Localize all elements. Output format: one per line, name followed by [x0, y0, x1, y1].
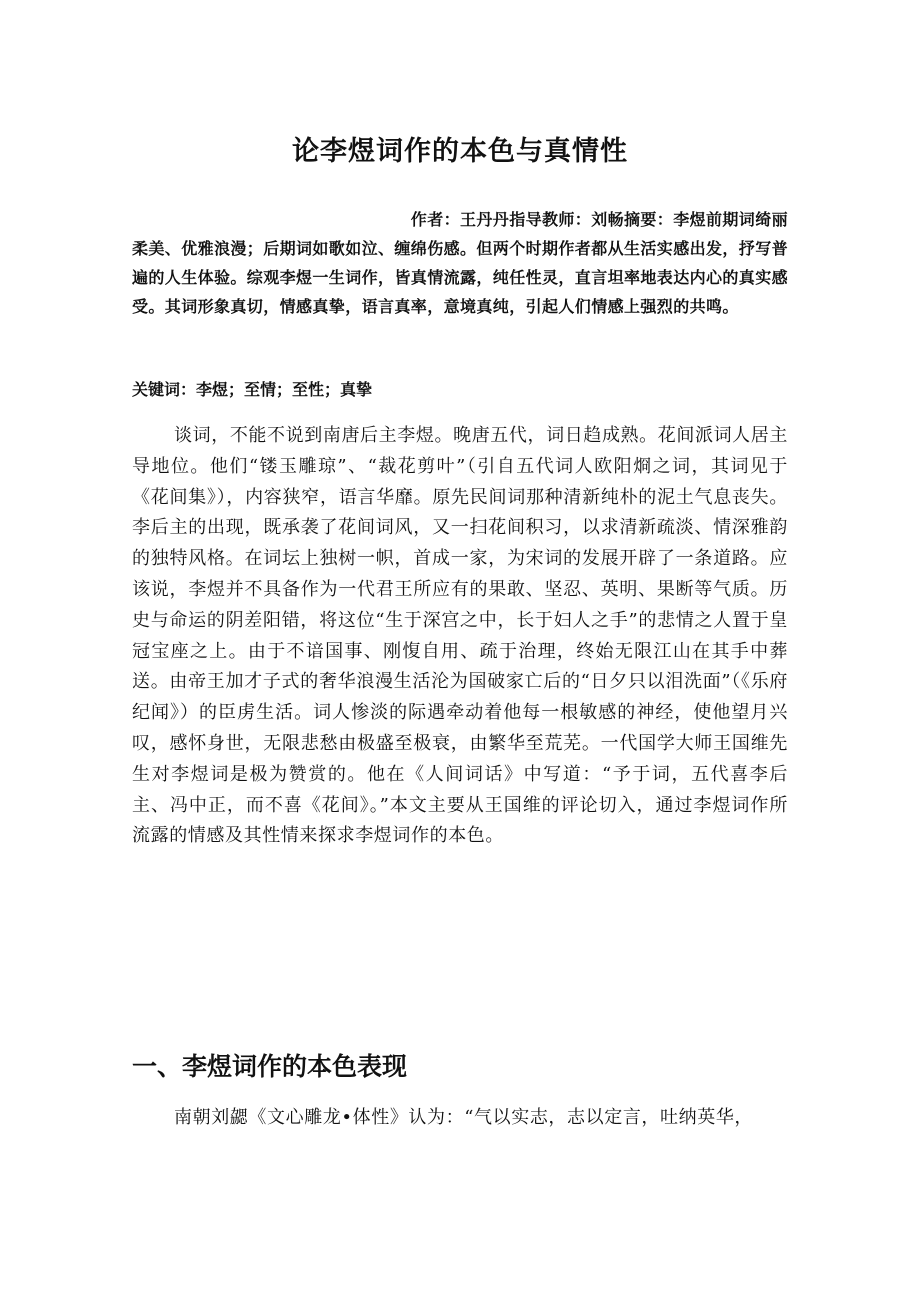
- abstract-text: 柔美、优雅浪漫；后期词如歌如泣、缠绵伤感。但两个时期作者都从生活实感出发，抒写普遍的人生体验。综观李煜一生词作，皆真情流露，纯任性灵，直言坦率地表达内心的真实感受。其词形象真切，情感真挚，语言真率，意境真纯，引起人们情感上强烈的共鸣。: [132, 239, 789, 316]
- abstract-block: [132, 205, 788, 321]
- keywords-line: 关键词：李煜；至情；至性；真挚: [132, 380, 373, 399]
- section-paragraph: 南朝刘勰《文心雕龙•体性》认为：“气以实志，志以定言，吐纳英华，: [174, 1107, 754, 1128]
- section-heading: 一、李煜词作的本色表现: [132, 1052, 408, 1081]
- document-title: 论李煜词作的本色与真情性: [292, 136, 628, 168]
- author-abstract-line: 作者：王丹丹指导教师：刘畅摘要：李煜前期词绮丽: [410, 210, 788, 229]
- intro-paragraph: 谈词，不能不说到南唐后主李煜。晚唐五代，词日趋成熟。花间派词人居主导地位。他们“镂玉雕琼”、“裁花剪叶”（引自五代词人欧阳烱之词，其词见于《花间集》），内容狭窄，语言华靡。原先民间词那种清新纯朴的泥土气息丧失。李后主的出现，既承袭了花间词风，又一扫花间积习，以求清新疏淡、情深雅韵的独特风格。在词坛上独树一帜，首成一家，为宋词的发展开辟了一条道路。应该说，李煜并不具备作为一代君王所应有的果敢、坚忍、英明、果断等气质。历史与命运的阴差阳错，将这位“生于深宫之中，长于妇人之手”的悲情之人置于皇冠宝座之上。由于不谙国事、刚愎自用、疏于治理，终始无限江山在其手中葬送。由帝王加才子式的奢华浪漫生活沦为国破家亡后的“日夕只以泪洗面”（《乐府纪闻》）的臣虏生活。词人惨淡的际遇牵动着他每一根敏感的神经，使他望月兴叹，感怀身世，无限悲愁由极盛至极衰，由繁华至荒芜。一代国学大师王国维先生对李煜词是极为赞赏的。他在《人间词话》中写道：“予于词，五代喜李后主、冯中正，而不喜《花间》。”本文主要从王国维的评论切入，通过李煜词作所流露的情感及其性情来探求李煜词作的本色。: [132, 425, 788, 847]
